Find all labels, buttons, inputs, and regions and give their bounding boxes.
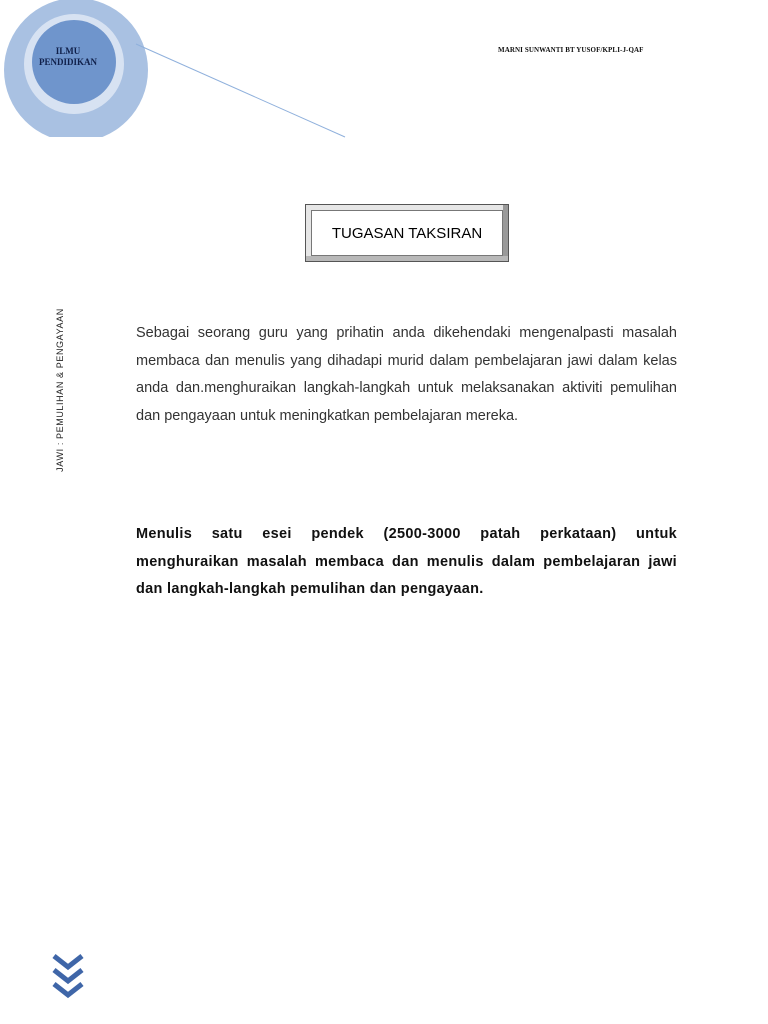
sidebar-vertical-label: JAWI : PEMULIHAN & PENGAYAAN <box>55 308 65 472</box>
page-title: TUGASAN TAKSIRAN <box>331 224 483 242</box>
title-frame <box>305 204 509 262</box>
title-shade-bottom <box>306 256 508 261</box>
author-header: MARNI SUNWANTI BT YUSOF/KPLI-J-QAF <box>498 46 644 54</box>
circle-emblem-icon <box>0 0 360 145</box>
logo-label: ILMU PENDIDIKAN <box>38 46 97 67</box>
title-shade-right <box>503 205 508 261</box>
header-logo-area <box>0 0 360 145</box>
intro-paragraph: Sebagai seorang guru yang prihatin anda dikehendaki mengenalpasti masalah membaca dan menulis yang dihadapi murid dalam pembelajaran jawi dalam kelas anda dan.menghuraikan langkah-langkah untuk melaksanakan aktiviti pemulihan dan pengayaan untuk meningkatkan pembelajaran mereka. <box>136 325 677 424</box>
title-inner <box>311 210 503 256</box>
task-paragraph: Menulis satu esei pendek (2500-3000 patah perkataan) untuk menghuraikan masalah membaca dan menulis dalam pembelajaran jawi dan langkah-langkah pemulihan dan pengayaan. <box>136 526 677 597</box>
chevron-down-triple-icon <box>50 952 86 1004</box>
